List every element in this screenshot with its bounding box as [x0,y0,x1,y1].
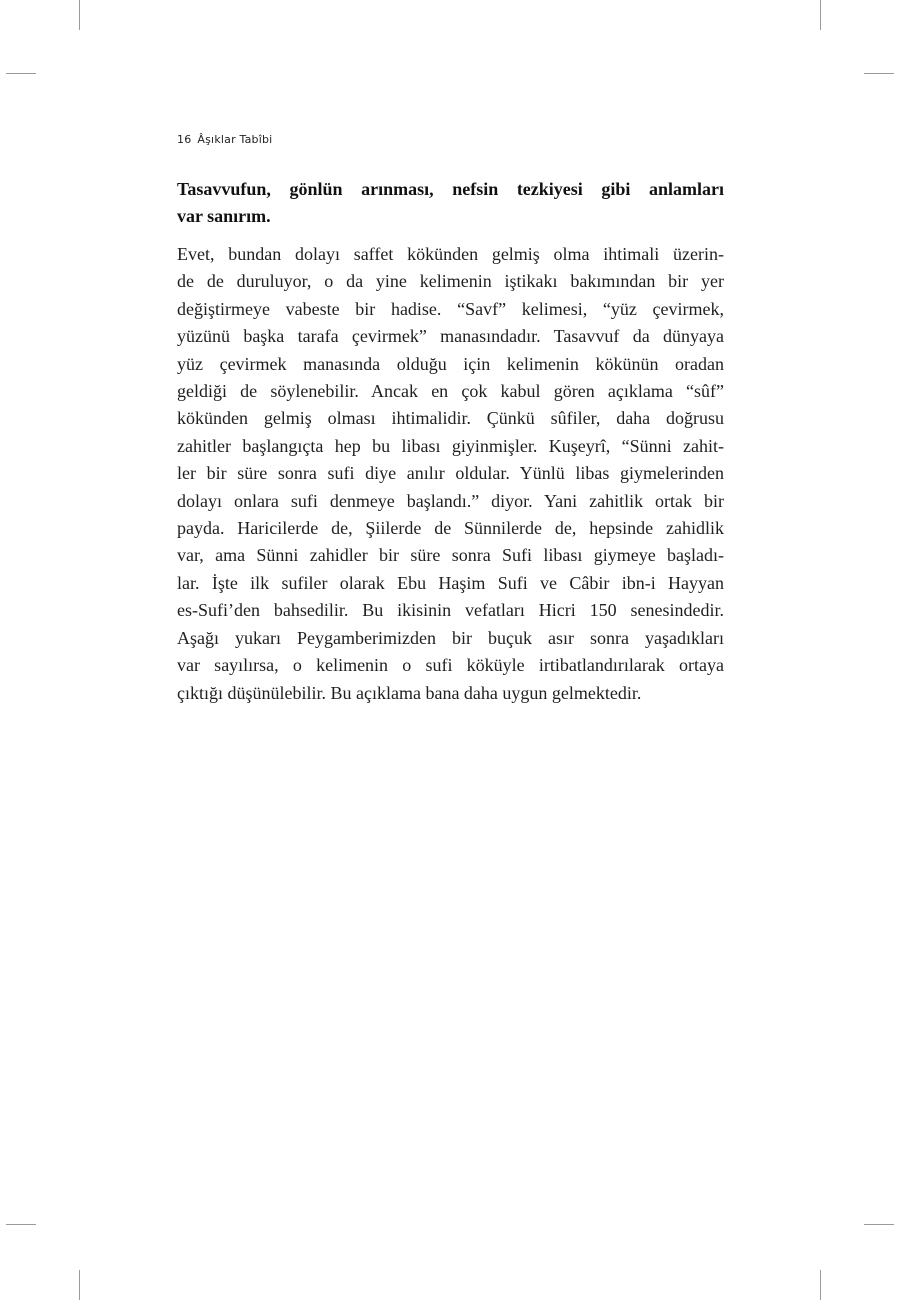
page-number: 16 [177,133,192,146]
running-head [177,133,272,146]
interview-question [177,176,724,230]
answer-line: yüzünü başka tarafa çevirmek” manasındadır. Tasavvuf da dünyaya [177,326,724,347]
answer-line: es-Sufi’den bahsedilir. Bu ikisinin vefatları Hicri 150 senesindedir. [177,600,724,621]
answer-line: ler bir süre sonra sufi diye anılır oldular. Yünlü libas giymelerinden [177,463,724,484]
question-line: Tasavvufun, gönlün arınması, nefsin tezkiyesi gibi anlamları [177,179,724,199]
crop-mark-top-left [79,0,80,30]
crop-mark-bottom-left [79,1270,80,1300]
answer-line: değiştirmeye vabeste bir hadise. “Savf” kelimesi, “yüz çevirmek, [177,298,724,319]
crop-mark-left-top [6,73,36,74]
crop-mark-left-bottom [6,1224,36,1225]
answer-line: geldiği de söylenebilir. Ancak en çok kabul gören açıklama “sûf” [177,381,724,402]
answer-line: payda. Haricilerde de, Şiilerde de Sünnilerde de, hepsinde zahidlik [177,518,724,539]
answer-line: var sayılırsa, o kelimenin o sufi köküyle irtibatlandırılarak ortaya [177,655,724,676]
interview-answer [177,241,724,707]
answer-line: Evet, bundan dolayı saffet kökünden gelmiş olma ihtimali üzerin- [177,244,724,264]
question-line: var sanırım. [177,206,271,226]
answer-line: kökünden gelmiş olması ihtimalidir. Çünkü sûfiler, daha doğrusu [177,408,724,429]
answer-line: Aşağı yukarı Peygamberimizden bir buçuk asır sonra yaşadıkları [177,627,724,648]
answer-line: çıktığı düşünülebilir. Bu açıklama bana daha uygun gelmektedir. [177,682,642,703]
crop-mark-right-top [864,73,894,74]
crop-mark-bottom-right [820,1270,821,1300]
answer-line: var, ama Sünni zahidler bir süre sonra Sufi libası giymeye başladı- [177,545,724,566]
crop-mark-right-bottom [864,1224,894,1225]
crop-mark-top-right [820,0,821,30]
answer-line: lar. İşte ilk sufiler olarak Ebu Haşim Sufi ve Câbir ibn-i Hayyan [177,572,724,593]
answer-line: de de duruluyor, o da yine kelimenin iştikakı bakımından bir yer [177,271,724,292]
answer-line: yüz çevirmek manasında olduğu için kelimenin kökünün oradan [177,353,724,374]
page-body [177,176,724,707]
book-title: Âşıklar Tabîbi [197,133,273,146]
answer-line: dolayı onlara sufi denmeye başlandı.” diyor. Yani zahitlik ortak bir [177,490,724,511]
answer-line: zahitler başlangıçta hep bu libası giyinmişler. Kuşeyrî, “Sünni zahit- [177,435,724,456]
